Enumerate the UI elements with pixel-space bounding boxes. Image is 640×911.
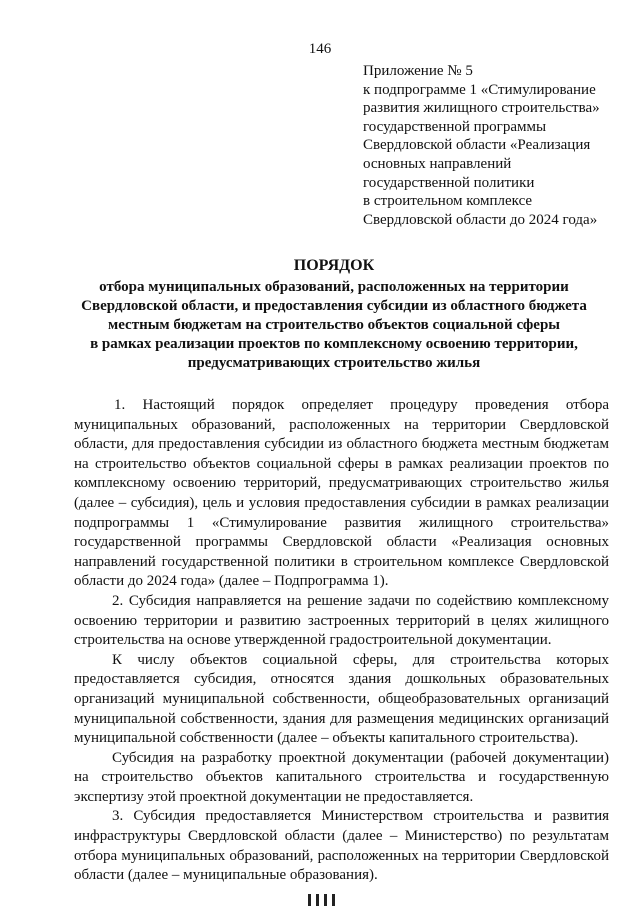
appendix-line: к подпрограмме 1 «Стимулирование: [363, 81, 596, 98]
title-line: в рамках реализации проектов по комплексному освоению территории,: [90, 336, 578, 352]
appendix-line: государственной политики: [363, 174, 535, 191]
paragraph-5: 3. Субсидия предоставляется Министерством строительства и развития инфраструктуры Свердловской области (далее – Министерство) по результатам отбора муниципальных образований, расположенных на территории Свердловской области (далее – муниципальные образования).: [74, 808, 609, 884]
appendix-line: основных направлений: [363, 155, 512, 172]
appendix-line: Свердловской области до 2024 года»: [363, 211, 598, 228]
title-line: предусматривающих строительство жилья: [187, 355, 481, 371]
title-line: отбора муниципальных образований, расположенных на территории: [99, 279, 569, 295]
appendix-line: Свердловской области «Реализация: [363, 137, 591, 154]
scan-mark: [308, 894, 311, 906]
title-line: местным бюджетам на строительство объектов социальной сферы: [107, 317, 560, 333]
document-title: [60, 256, 608, 373]
scan-mark: [332, 894, 335, 906]
scan-artifact: [308, 893, 348, 905]
paragraph-2: 2. Субсидия направляется на решение задачи по содействию комплексному освоению территории и развитию застроенных территорий в целях жилищного строительства на основе утвержденной градостроительной документации.: [74, 592, 609, 649]
appendix-line: развития жилищного строительства»: [363, 100, 600, 117]
scan-mark: [324, 894, 327, 906]
title-main: ПОРЯДОК: [293, 257, 375, 274]
paragraph-1: 1. Настоящий порядок определяет процедуру проведения отбора муниципальных образований, расположенных на территории Свердловской области, для предоставления субсидии из областного бюджета местным бюджетам на строительство объектов социальной сферы в рамках реализации проектов по комплексному освоению территорий, предусматривающих строительство жилья (далее – субсидия), цель и условия предоставления субсидии в рамках реализации подпрограммы 1 «Стимулирование развития жилищного строительства» государственной программы Свердловской области «Реализация основных направлений государственной политики в строительном комплексе Свердловской области до 2024 года» (далее – Подпрограмма 1).: [74, 397, 609, 590]
paragraph-3: К числу объектов социальной сферы, для строительства которых предоставляется субсидия, относятся здания дошкольных образовательных организаций муниципальной собственности, общеобразовательных организаций муниципальной собственности, здания для размещения медицинских организаций муниципальной собственности (далее – объекты капитального строительства).: [74, 651, 609, 747]
title-line: Свердловской области, и предоставления субсидии из областного бюджета: [81, 298, 587, 314]
appendix-line: в строительном комплексе: [363, 193, 533, 210]
paragraph-4: Субсидия на разработку проектной документации (рабочей документации) на строительство объектов капитального строительства и государственную экспертизу этой проектной документации не предоставляется.: [74, 749, 609, 805]
appendix-block: [363, 62, 633, 229]
document-body: [74, 396, 609, 886]
scan-mark: [316, 894, 319, 906]
appendix-line: Приложение № 5: [363, 63, 473, 79]
page-number: 146: [308, 41, 332, 57]
appendix-line: государственной программы: [363, 118, 547, 135]
